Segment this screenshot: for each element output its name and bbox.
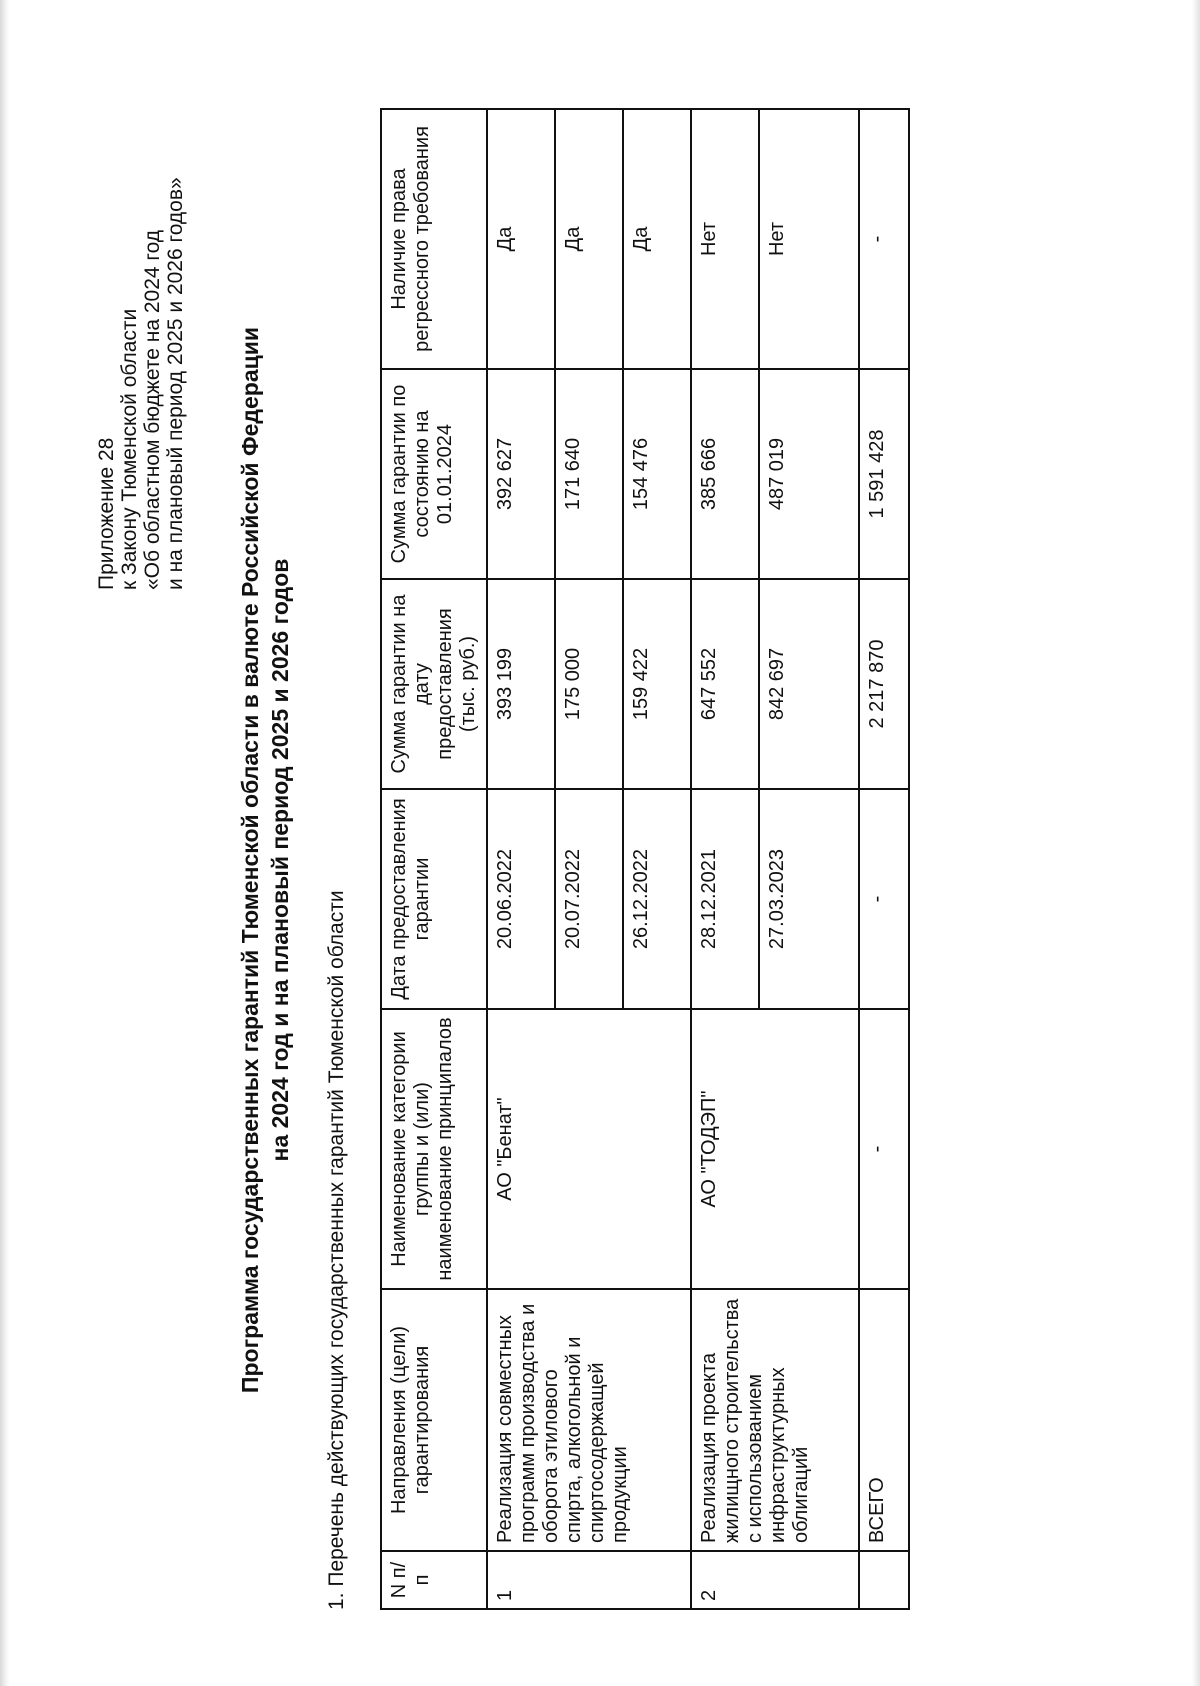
cell-amount-current: 487 019 (759, 369, 859, 579)
cell-regress: Да (623, 109, 691, 369)
cell-principal: АО "Бенат" (487, 1009, 691, 1289)
cell-date: 28.12.2021 (691, 789, 759, 1009)
cell-regress: Да (555, 109, 623, 369)
header-amount-current: Сумма гарантии по состоянию на 01.01.2024 (381, 369, 487, 579)
section-subtitle: 1. Перечень действующих государственных гарантий Тюменской области (325, 890, 348, 1610)
appendix-header (95, 110, 187, 590)
header-regress: Наличие права регрессного требования (381, 109, 487, 369)
table-total-row (859, 109, 909, 1609)
cell-num: 2 (691, 1551, 859, 1609)
cell-direction: Реализация совместных программ производства и оборота этилового спирта, алкогольной и спиртосодержащей продукции (487, 1289, 691, 1551)
cell-direction: Реализация проекта жилищного строительства с использованием инфраструктурных облигаций (691, 1289, 859, 1551)
cell-amount-current: 392 627 (487, 369, 555, 579)
cell-amount-current: 171 640 (555, 369, 623, 579)
cell-principal: АО "ТОДЭП" (691, 1009, 859, 1289)
scan-edge-right (1192, 0, 1200, 1686)
cell-amount-issue: 159 422 (623, 579, 691, 789)
header-amount-issue: Сумма гарантии на дату предоставления (тыс. руб.) (381, 579, 487, 789)
cell-date: 20.07.2022 (555, 789, 623, 1009)
cell-amount-issue: 175 000 (555, 579, 623, 789)
guarantees-table (380, 108, 910, 1610)
cell-amount-current: 154 476 (623, 369, 691, 579)
header-date: Дата предоставления гарантии (381, 789, 487, 1009)
cell-total-amount-issue: 2 217 870 (859, 579, 909, 789)
cell-amount-issue: 647 552 (691, 579, 759, 789)
title-line-2: на 2024 год и на плановый период 2025 и 2026 годов (267, 558, 293, 1162)
cell-num: 1 (487, 1551, 691, 1609)
cell-regress: Нет (691, 109, 759, 369)
table-row (487, 109, 555, 1609)
appendix-line-3: «Об областном бюджете на 2024 год (141, 229, 164, 590)
cell-regress: Да (487, 109, 555, 369)
cell-total-amount-current: 1 591 428 (859, 369, 909, 579)
header-direction: Направления (цели) гарантирования (381, 1289, 487, 1551)
cell-total-principal: - (859, 1009, 909, 1289)
appendix-line-1: Приложение 28 (95, 437, 118, 590)
table-header-row (381, 109, 487, 1609)
appendix-line-4: и на плановый период 2025 и 2026 годов» (164, 177, 187, 590)
document-title (235, 110, 295, 1610)
title-line-1: Программа государственных гарантий Тюменской области в валюте Российской Федерации (237, 326, 263, 1394)
cell-total-label: ВСЕГО (859, 1289, 909, 1551)
cell-total-regress: - (859, 109, 909, 369)
header-num: N п/п (381, 1551, 487, 1609)
cell-regress: Нет (759, 109, 859, 369)
cell-amount-issue: 393 199 (487, 579, 555, 789)
cell-date: 27.03.2023 (759, 789, 859, 1009)
cell-date: 20.06.2022 (487, 789, 555, 1009)
cell-date: 26.12.2022 (623, 789, 691, 1009)
cell-amount-issue: 842 697 (759, 579, 859, 789)
cell-total-date: - (859, 789, 909, 1009)
cell-num-empty (859, 1551, 909, 1609)
scan-edge-left (0, 0, 10, 1686)
table-row (691, 109, 759, 1609)
cell-amount-current: 385 666 (691, 369, 759, 579)
appendix-line-2: к Закону Тюменской области (118, 308, 141, 590)
header-principal: Наименование категории группы и (или) наименование принципалов (381, 1009, 487, 1289)
document-page (95, 110, 1095, 1610)
